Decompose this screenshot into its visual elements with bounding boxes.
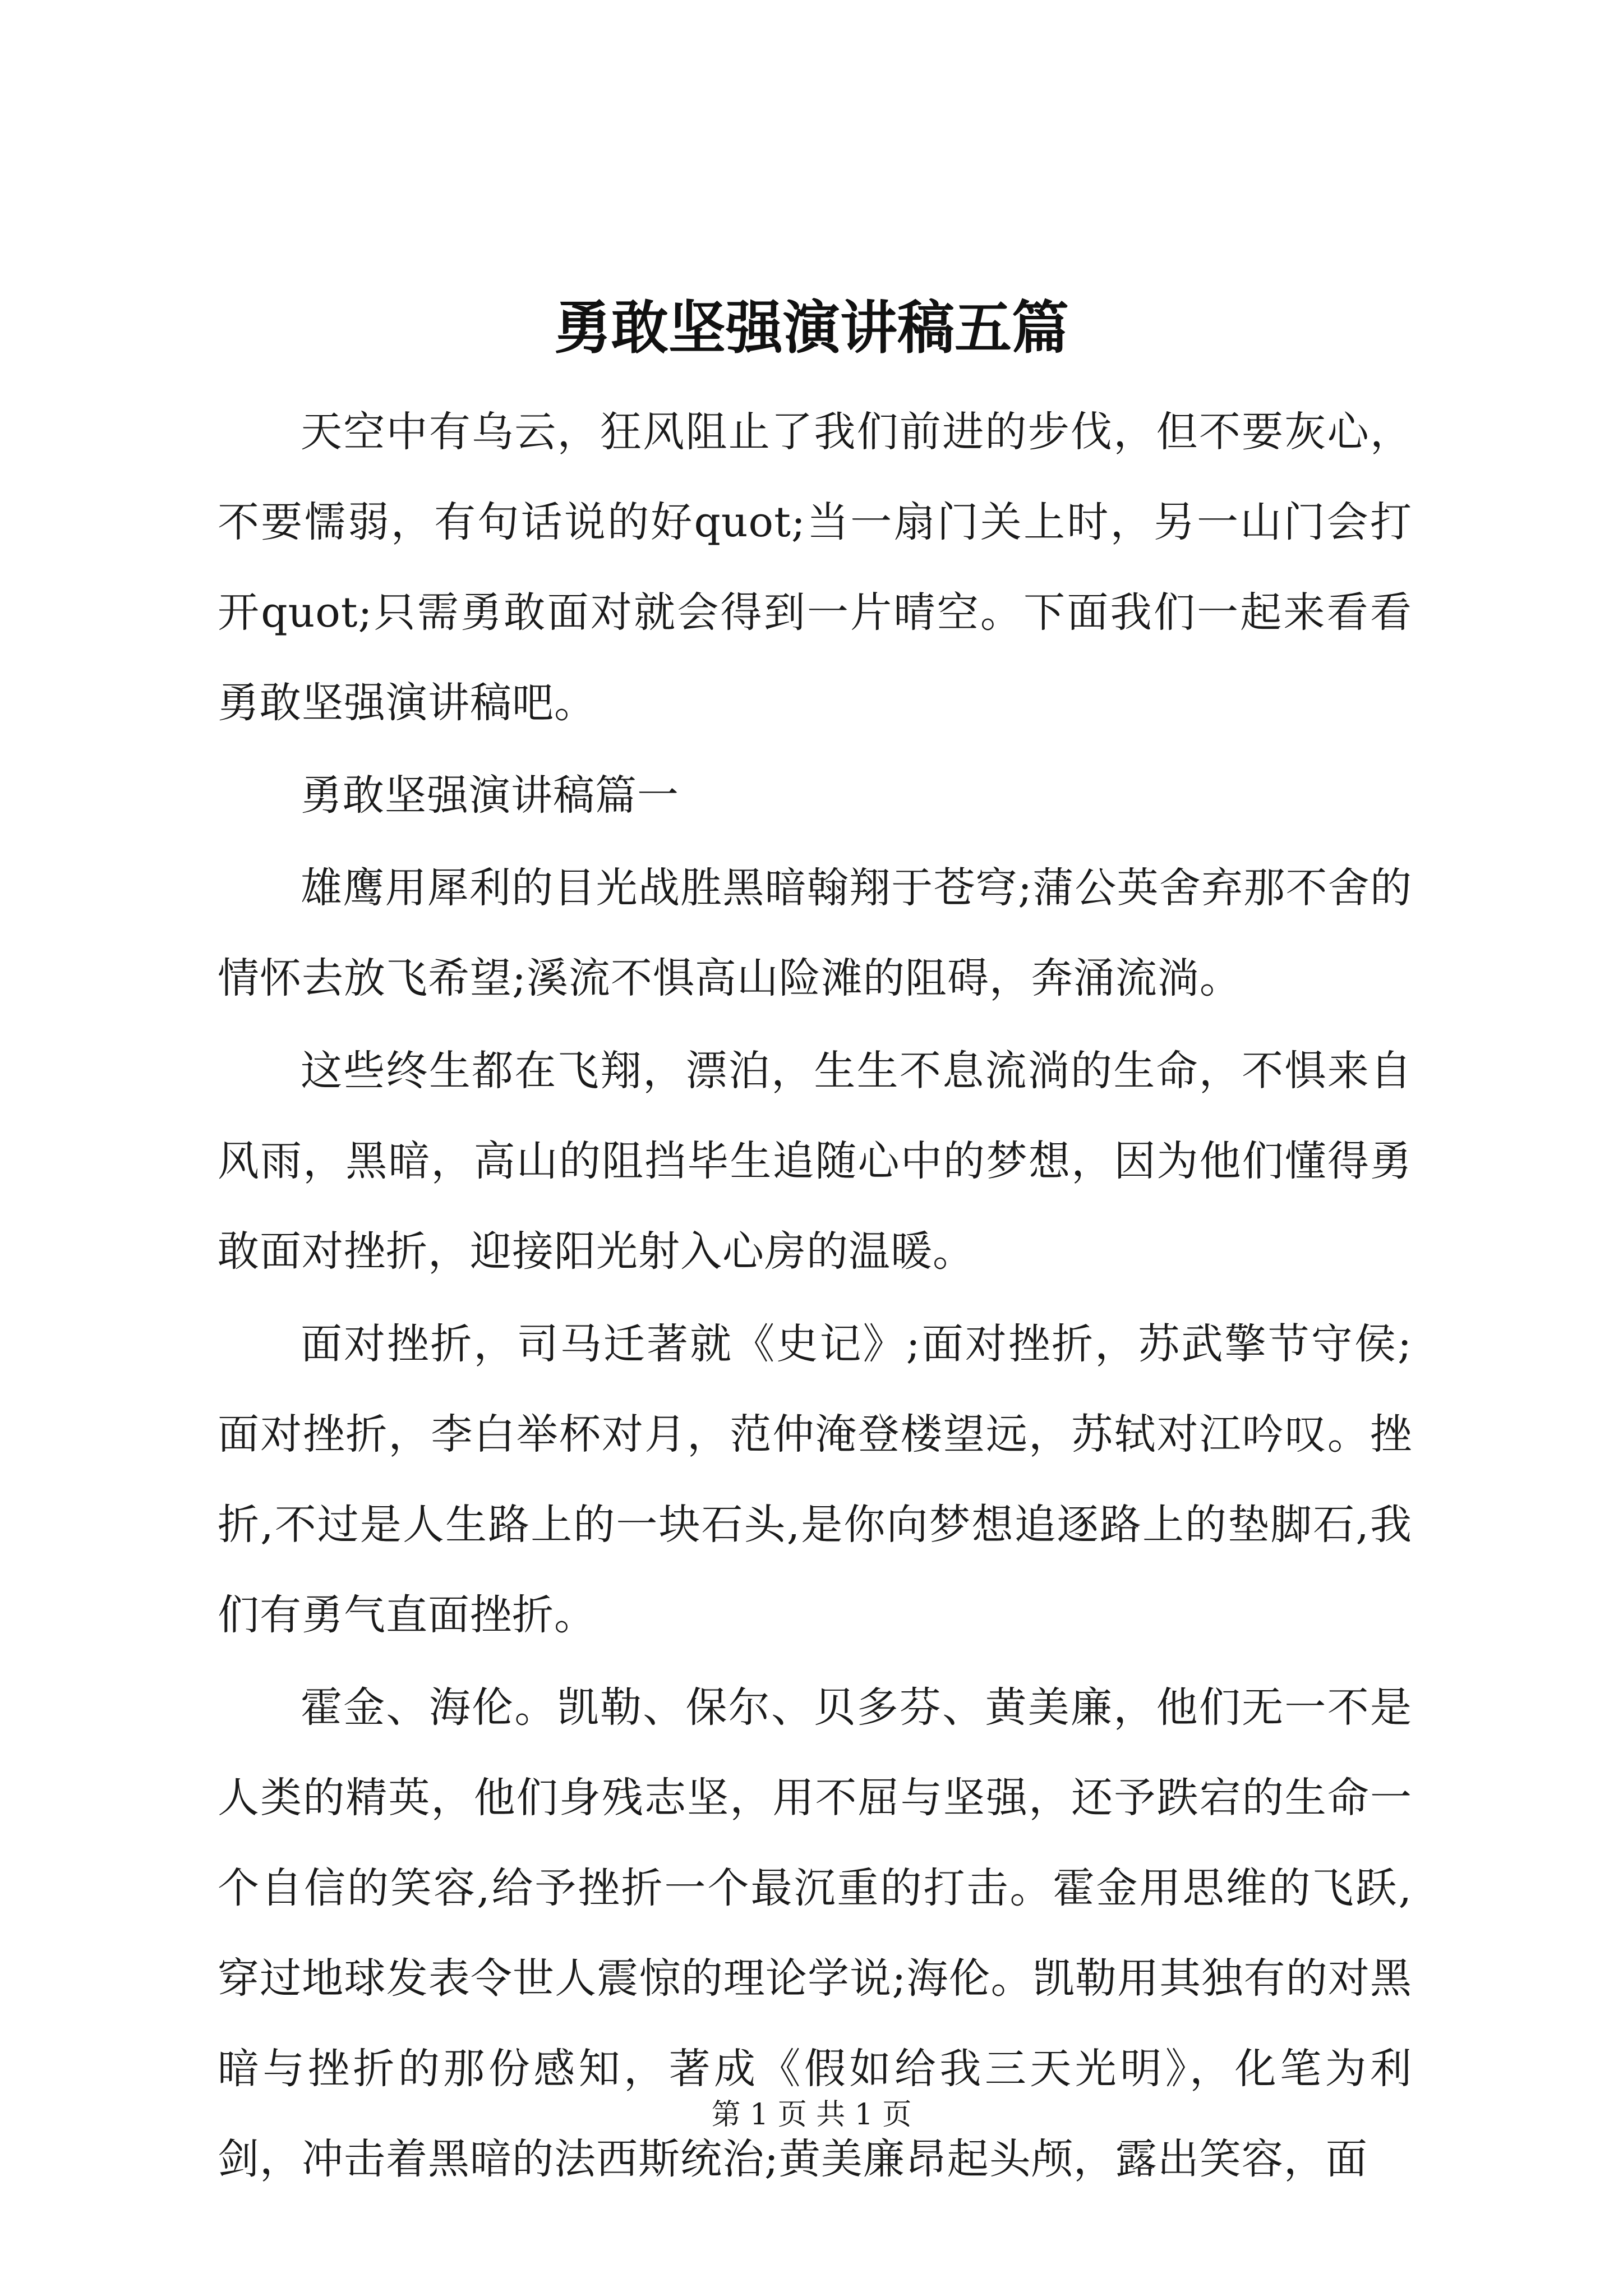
paragraph: 面对挫折，司马迁著就《史记》;面对挫折，苏武擎节守侯;面对挫折，李白举杯对月，范仲淹登楼望远，苏轼对江吟叹。挫折,不过是人生路上的一块石头,是你向梦想追逐路上的垫脚石,我们有勇气直面挫折。 <box>218 1320 1412 1639</box>
section-heading: 勇敢坚强演讲稿篇一 <box>301 771 679 820</box>
page-number-label: 第 1 页 共 1 页 <box>711 2098 912 2132</box>
page-footer <box>0 2095 1623 2134</box>
paragraph: 霍金、海伦。凯勒、保尔、贝多芬、黄美廉，他们无一不是人类的精英，他们身残志坚，用不屈与坚强，还予跌宕的生命一个自信的笑容,给予挫折一个最沉重的打击。霍金用思维的飞跃,穿过地球发表令世人震惊的理论学说;海伦。凯勒用其独有的对黑暗与挫折的那份感知，著成《假如给我三天光明》，化笔为利剑，冲击着黑暗的法西斯统治;黄美廉昂起头颅，露出笑容，面 <box>218 1683 1412 2183</box>
paragraph: 这些终生都在飞翔，漂泊，生生不息流淌的生命，不惧来自风雨，黑暗，高山的阻挡毕生追随心中的梦想，因为他们懂得勇敢面对挫折，迎接阳光射入心房的温暖。 <box>218 1047 1412 1276</box>
paragraph: 雄鹰用犀利的目光战胜黑暗翰翔于苍穹;蒲公英舍弃那不舍的情怀去放飞希望;溪流不惧高山险滩的阻碍，奔涌流淌。 <box>218 864 1412 1002</box>
document-title: 勇敢坚强演讲稿五篇 <box>554 295 1069 362</box>
paragraph-intro: 天空中有乌云，狂风阻止了我们前进的步伐，但不要灰心，不要懦弱，有句话说的好quot;当一扇门关上时，另一山门会打开quot;只需勇敢面对就会得到一片晴空。下面我们一起来看看勇敢坚强演讲稿吧。 <box>218 408 1412 727</box>
document-body <box>218 387 1412 2207</box>
